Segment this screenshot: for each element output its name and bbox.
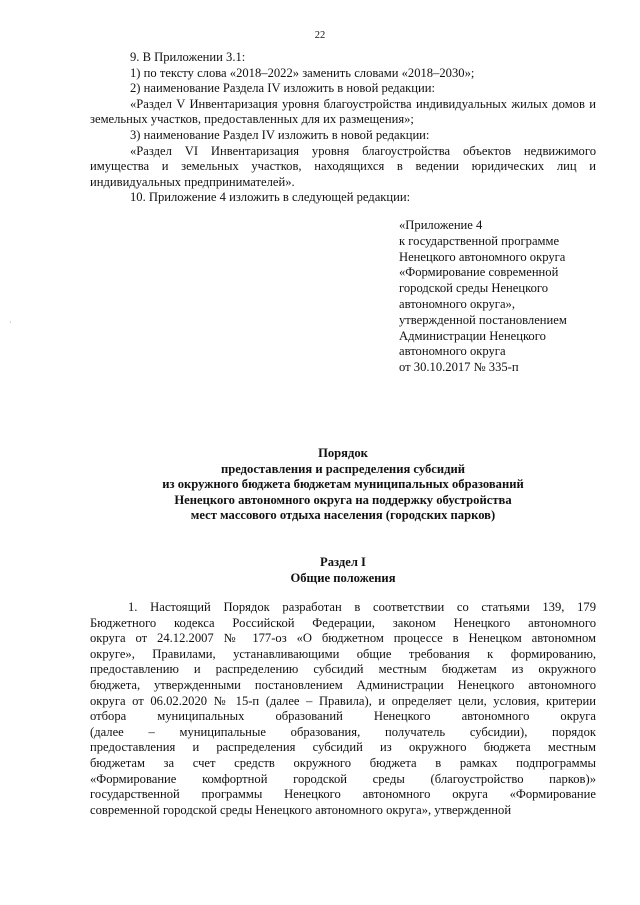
paragraph-line: бюджетам за счет средств окружного бюджета в рамках подпрограммы xyxy=(90,755,596,770)
approval-line: Администрации Ненецкого xyxy=(399,328,546,343)
paragraph-line: современной городской среды Ненецкого автономного округа», утвержденной xyxy=(90,802,512,817)
paragraph-line: «Формирование комфортной городской среды (благоустройство парков)» xyxy=(90,771,596,786)
paragraph-line: предоставлению и распределению субсидий местным бюджетам из окружного xyxy=(90,662,596,677)
paragraph-line: округа от 06.02.2020 № 15-п (далее – Правила), и определяет цели, условия, критерии xyxy=(90,693,596,708)
paragraph-line: 1. Настоящий Порядок разработан в соответствии со статьями 139, 179 xyxy=(128,600,596,614)
amendment-item: 1) по тексту слова «2018–2022» заменить словами «2018–2030»; xyxy=(130,65,475,80)
title-line: Порядок xyxy=(318,446,368,460)
approval-line: «Приложение 4 xyxy=(399,218,483,232)
title-line: предоставления и распределения субсидий xyxy=(221,461,465,476)
amendment-item: «Раздел V Инвентаризация уровня благоустройства индивидуальных жилых домов и земельных участков, предоставленных для их размещения»; xyxy=(90,96,596,127)
page-number: 22 xyxy=(314,30,326,41)
paragraph-line: бюджета, утвержденными постановлением Администрации Ненецкого автономного xyxy=(90,677,596,692)
section-number: Раздел I xyxy=(320,555,366,569)
section-heading xyxy=(90,555,596,586)
paragraph-line: округе», Правилами, устанавливающими общие требования к формированию, xyxy=(90,646,596,661)
paragraph-line: государственной программы Ненецкого автономного округа «Формирование xyxy=(90,787,596,802)
title-line: мест массового отдыха населения (городских парков) xyxy=(190,508,496,523)
amendment-item: «Раздел VI Инвентаризация уровня благоустройства объектов недвижимого имущества и земельных участков, находящихся в ведении юридических лиц и индивидуальных предпринимателей». xyxy=(90,143,596,189)
amendment-item: 3) наименование Раздел IV изложить в новой редакции: xyxy=(130,127,430,142)
title-line: из окружного бюджета бюджетам муниципальных образований xyxy=(162,477,524,492)
paragraph-line: отбора муниципальных образований Ненецкого автономного округа xyxy=(90,709,596,724)
amendment-item: 10. Приложение 4 изложить в следующей редакции: xyxy=(130,190,411,205)
amendments-block xyxy=(90,50,596,206)
section-name: Общие положения xyxy=(290,570,396,585)
approval-line: Ненецкого автономного округа xyxy=(399,249,566,264)
title-line: Ненецкого автономного округа на поддержку обустройства xyxy=(174,492,512,507)
paragraph-line: (далее – муниципальные образования, получатель субсидии), порядок xyxy=(90,724,596,739)
paragraph-line: Бюджетного кодекса Российской Федерации, законом Ненецкого автономного xyxy=(90,615,596,630)
document-title xyxy=(90,446,596,524)
approval-line: автономного округа», xyxy=(399,296,515,311)
approval-line: от 30.10.2017 № 335-п xyxy=(399,360,519,375)
approval-line: городской среды Ненецкого xyxy=(399,281,549,296)
amendment-item: 2) наименование Раздела IV изложить в новой редакции: xyxy=(130,81,436,96)
approval-line: «Формирование современной xyxy=(399,265,559,280)
paragraph-line: предоставления и распределения субсидий из окружного бюджета местным xyxy=(90,740,596,755)
approval-block xyxy=(399,218,609,376)
approval-line: автономного округа xyxy=(399,344,506,359)
paragraph-line: округа от 24.12.2007 № 177-оз «О бюджетном процессе в Ненецком автономном xyxy=(90,631,596,646)
paragraph-1 xyxy=(90,600,596,818)
margin-mark: · xyxy=(9,318,12,327)
approval-line: утвержденной постановлением xyxy=(399,312,567,327)
amendment-item: 9. В Приложении 3.1: xyxy=(130,50,246,64)
approval-line: к государственной программе xyxy=(399,233,560,248)
